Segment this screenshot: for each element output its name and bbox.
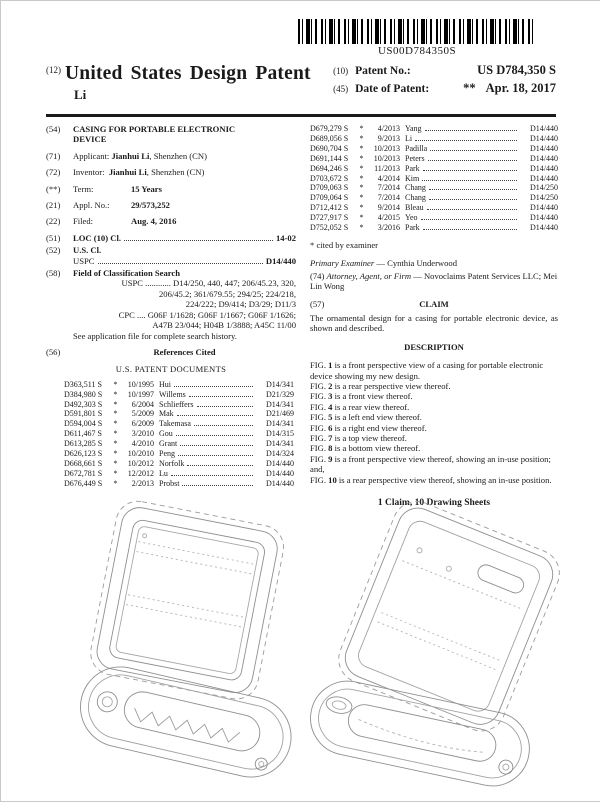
search-history-note: See application file for complete search history. — [73, 330, 237, 341]
ref-classification: D14/440 — [266, 468, 294, 478]
ref-inventor-name: Peng — [159, 449, 175, 459]
attorney-name: Novoclaims Patent Services LLC; Mei Lin Wong — [310, 270, 558, 292]
ref-patent-number: D668,661 S — [64, 458, 103, 468]
fig-text: is a top view thereof. — [334, 433, 407, 444]
uspc-class-line: USPC ............ D14/250, 440, 447; 206/45.23, 320, — [121, 278, 296, 289]
ref-dotted-leader — [425, 130, 517, 131]
reference-row — [310, 154, 558, 164]
primary-examiner-line: Primary Examiner — Cynthia Underwood — [310, 258, 458, 269]
ref-classification: D14/440 — [530, 213, 558, 223]
ref-classification: D14/341 — [266, 439, 294, 449]
field-22-filed — [46, 216, 296, 226]
ref-date: 9/2014 — [377, 203, 400, 213]
field-number: (56) — [46, 346, 61, 357]
ref-examiner-star: * — [359, 223, 364, 233]
ref-inventor-name: Bleau — [405, 203, 424, 213]
ref-classification: D14/341 — [266, 379, 294, 389]
uspc-class-line: 206/45.2; 361/679.55; 294/25; 224/218, — [158, 288, 296, 299]
fig-number: 9 — [328, 453, 333, 464]
ref-examiner-star: * — [113, 439, 118, 449]
ref-classification: D14/440 — [266, 458, 294, 468]
fig-label: FIG. — [310, 360, 326, 371]
dotted-leader — [98, 263, 263, 264]
ref-date: 4/2010 — [131, 439, 154, 449]
filed-value: Aug. 4, 2016 — [131, 216, 177, 227]
ref-classification: D14/250 — [530, 183, 558, 193]
ref-examiner-star: * — [113, 449, 118, 459]
ref-dotted-leader — [171, 475, 253, 476]
ref-inventor-name: Yeo — [405, 213, 418, 223]
field-56-references — [46, 347, 296, 361]
figure-1-front-perspective-drawing — [61, 506, 311, 796]
ref-patent-number: D626,123 S — [64, 449, 103, 459]
ref-date: 11/2013 — [374, 163, 400, 173]
barcode-text: US00D784350S — [377, 45, 457, 57]
figure-description-line — [310, 391, 558, 401]
ref-dotted-leader — [176, 435, 253, 436]
ref-classification: D14/440 — [530, 203, 558, 213]
fig-text: is a bottom view thereof. — [334, 443, 421, 454]
claim-heading: (57) CLAIM — [310, 298, 449, 309]
field-number: (52) — [46, 245, 61, 256]
ref-dotted-leader — [197, 406, 253, 407]
ref-examiner-star: * — [113, 389, 118, 399]
ref-inventor-name: Li — [405, 133, 413, 143]
ref-examiner-star: * — [359, 163, 364, 173]
ref-patent-number: D611,467 S — [64, 429, 102, 439]
ref-examiner-star: * — [359, 173, 364, 183]
ref-inventor-name: Park — [405, 223, 420, 233]
ref-inventor-name: Yang — [405, 124, 422, 133]
ref-inventor-name: Grant — [159, 439, 178, 449]
ref-classification: D14/440 — [530, 223, 558, 233]
description-heading: DESCRIPTION — [404, 341, 464, 352]
ref-patent-number: D613,285 S — [64, 439, 103, 449]
ref-patent-number: D591,801 S — [64, 409, 103, 419]
uspc-class-list — [73, 278, 296, 309]
figure-2-rear-perspective-drawing — [297, 504, 557, 794]
fig-text: is a left end view thereof. — [334, 412, 422, 423]
figure-description-line — [310, 433, 558, 443]
ref-date: 5/2009 — [131, 409, 154, 419]
figure-description-line — [310, 412, 558, 422]
reference-row — [64, 479, 294, 489]
fig-label: FIG. — [310, 391, 326, 402]
references-table-right — [310, 124, 558, 233]
ref-dotted-leader — [427, 209, 517, 210]
ref-examiner-star: * — [113, 429, 118, 439]
right-column — [310, 124, 558, 509]
ref-date: 6/2004 — [131, 399, 154, 409]
bibliographic-columns — [46, 124, 558, 509]
reference-row — [64, 400, 294, 410]
ref-date: 10/2013 — [373, 143, 400, 153]
uspc-label: USPC — [73, 255, 95, 266]
claim-text: The ornamental design for a casing for portable electronic device, as shown and described. — [310, 313, 558, 334]
ref-inventor-name: Park — [405, 163, 420, 173]
ref-patent-number: D672,781 S — [64, 468, 103, 478]
fig-number: 4 — [328, 401, 333, 412]
ref-examiner-star: * — [359, 183, 364, 193]
ref-dotted-leader — [180, 445, 253, 446]
ref-dotted-leader — [423, 170, 517, 171]
fig-text: is a front perspective view thereof, showing an in-use position; and, — [310, 453, 551, 475]
examiner-name: Cynthia Underwood — [387, 258, 458, 269]
ref-date: 7/2014 — [377, 193, 400, 203]
ref-dotted-leader — [182, 485, 253, 486]
ref-examiner-star: * — [359, 213, 364, 223]
field-number: (**) — [46, 183, 61, 194]
ref-examiner-star: * — [359, 133, 364, 143]
ref-classification: D14/440 — [530, 143, 558, 153]
date-of-patent — [463, 81, 556, 96]
ref-patent-number: D709,064 S — [310, 193, 349, 203]
reference-row — [310, 174, 558, 184]
field-number: (58) — [46, 268, 61, 279]
ref-date: 10/1995 — [127, 379, 154, 389]
fig-number: 8 — [328, 443, 333, 454]
reference-row — [310, 213, 558, 223]
kind-code: (12) — [46, 65, 61, 75]
ref-dotted-leader — [428, 160, 517, 161]
patent-no-label: Patent No.: — [355, 65, 411, 77]
ref-date: 7/2014 — [377, 183, 400, 193]
ref-examiner-star: * — [359, 203, 364, 213]
ref-inventor-name: Schlieffers — [159, 399, 194, 409]
reference-row — [310, 144, 558, 154]
figure-description-line — [310, 402, 558, 412]
fig-text: is a right end view thereof. — [334, 422, 427, 433]
field-number: (51) — [46, 232, 61, 243]
ref-patent-number: D712,412 S — [310, 203, 349, 213]
ref-patent-number: D689,056 S — [310, 133, 349, 143]
ref-patent-number: D594,004 S — [64, 419, 103, 429]
reference-row — [64, 449, 294, 459]
dotted-leader — [124, 240, 273, 241]
ref-date: 2/2013 — [131, 478, 154, 488]
reference-row — [64, 380, 294, 390]
ref-classification: D14/341 — [266, 419, 294, 429]
ref-classification: D14/440 — [530, 124, 558, 133]
ref-date: 6/2009 — [131, 419, 154, 429]
ref-inventor-name: Takemasa — [159, 419, 191, 429]
field-52-us-cl — [46, 245, 296, 266]
figure-description-line — [310, 381, 558, 391]
reference-row — [64, 459, 294, 469]
applicant-line: Applicant: Jianhui Li, Shenzhen (CN) — [73, 150, 207, 161]
ref-inventor-name: Lu — [159, 468, 168, 478]
field-code-10: (10) — [333, 66, 349, 76]
fig-number: 2 — [328, 381, 333, 392]
ref-date: 4/2013 — [377, 124, 400, 133]
ref-dotted-leader — [177, 415, 253, 416]
ref-patent-number: D679,279 S — [310, 124, 349, 133]
patent-number: US D784,350 S — [477, 63, 556, 77]
field-code-45: (45) — [333, 84, 349, 94]
ref-date: 3/2010 — [131, 429, 154, 439]
fig-number: 1 — [328, 360, 333, 371]
ref-classification: D14/315 — [266, 429, 294, 439]
fig-number: 10 — [328, 474, 337, 485]
ref-dotted-leader — [421, 219, 517, 220]
ref-inventor-name: Chang — [405, 183, 426, 193]
cited-by-examiner-note: * cited by examiner — [310, 239, 379, 250]
term-value: 15 Years — [131, 183, 162, 194]
field-number: (22) — [46, 216, 61, 227]
reference-row — [64, 439, 294, 449]
ref-patent-number: D384,980 S — [64, 389, 103, 399]
field-58-search — [46, 268, 296, 341]
field-term — [46, 184, 296, 194]
fig-number: 7 — [328, 433, 333, 444]
fig-text: is a rear perspective view thereof, showing an in-use position. — [338, 474, 552, 485]
document-title: United States Design Patent — [65, 63, 311, 84]
ref-date: 3/2016 — [377, 223, 400, 233]
figure-description-line — [310, 423, 558, 433]
ref-date: 10/2013 — [373, 153, 400, 163]
field-number: (72) — [46, 167, 61, 178]
ref-date: 4/2015 — [377, 213, 400, 223]
ref-date: 12/2012 — [127, 468, 154, 478]
ref-inventor-name: Peters — [405, 153, 425, 163]
loc-value: 14-02 — [275, 232, 296, 243]
ref-examiner-star: * — [113, 399, 118, 409]
fig-text: is a front perspective view of a casing for portable electronic device showing my new design. — [310, 360, 544, 381]
patent-date: Apr. 18, 2017 — [485, 81, 556, 95]
uspc-class-line: 224/222; D9/414; D3/29; D11/3 — [185, 299, 296, 310]
field-71-applicant — [46, 151, 296, 161]
ref-patent-number: D694,246 S — [310, 163, 349, 173]
fig-label: FIG. — [310, 412, 326, 423]
figure-description-line — [310, 360, 558, 381]
barcode-image — [298, 19, 536, 44]
references-table-left — [46, 380, 296, 489]
fig-number: 3 — [328, 391, 333, 402]
term-label: Term: — [73, 183, 94, 194]
header-divider — [46, 114, 556, 117]
ref-dotted-leader — [189, 396, 253, 397]
cpc-class-list — [73, 310, 296, 331]
appl-no-label: Appl. No.: — [73, 200, 110, 211]
ref-examiner-star: * — [359, 124, 364, 133]
attorney-line: (74) Attorney, Agent, or Firm — Novoclaims Patent Services LLC; Mei Lin Wong — [310, 270, 558, 292]
ref-dotted-leader — [194, 425, 253, 426]
fig-label: FIG. — [310, 401, 326, 412]
ref-inventor-name: Norfolk — [159, 458, 185, 468]
ref-patent-number: D690,704 S — [310, 143, 349, 153]
ref-patent-number: D703,672 S — [310, 173, 349, 183]
left-column — [46, 124, 296, 509]
field-number: (54) — [46, 124, 61, 134]
field-number: (57) — [310, 298, 325, 309]
ref-patent-number: D752,052 S — [310, 223, 349, 233]
reference-row — [310, 203, 558, 213]
fig-text: is a rear perspective view thereof. — [334, 381, 451, 392]
ref-patent-number: D363,511 S — [64, 379, 102, 389]
figure-description-line — [310, 443, 558, 453]
ref-date: 10/1997 — [127, 389, 154, 399]
ref-inventor-name: Kim — [405, 173, 420, 183]
appl-no-value: 29/573,252 — [131, 200, 170, 211]
inventor-surname: Li — [74, 87, 87, 102]
ref-examiner-star: * — [359, 153, 364, 163]
ref-dotted-leader — [174, 386, 253, 387]
ref-classification: D14/324 — [266, 449, 294, 459]
inventor-line: Inventor: Jianhui Li, Shenzhen (CN) — [73, 167, 205, 178]
fig-label: FIG. — [310, 453, 326, 464]
ref-inventor-name: Mak — [159, 409, 174, 419]
field-51-loc — [46, 233, 296, 243]
ref-dotted-leader — [423, 229, 517, 230]
fig-label: FIG. — [310, 443, 326, 454]
ref-dotted-leader — [429, 189, 517, 190]
uspc-value: D14/440 — [265, 255, 296, 266]
reference-row — [310, 124, 558, 134]
field-of-search-label: Field of Classification Search — [73, 268, 181, 279]
fig-number: 6 — [328, 422, 333, 433]
ref-classification: D14/341 — [266, 399, 294, 409]
ref-examiner-star: * — [359, 143, 364, 153]
ref-examiner-star: * — [113, 458, 118, 468]
field-number: (71) — [46, 150, 61, 161]
fig-number: 5 — [328, 412, 333, 423]
filed-label: Filed: — [73, 216, 94, 227]
ref-classification: D14/440 — [530, 133, 558, 143]
ref-classification: D14/440 — [530, 153, 558, 163]
cpc-class-line: A47B 23/044; H04B 1/3888; A45C 11/00 — [152, 320, 296, 331]
ref-classification: D21/329 — [266, 389, 294, 399]
field-21-appl-no — [46, 200, 296, 210]
ref-patent-number: D727,917 S — [310, 213, 349, 223]
reference-row — [310, 164, 558, 174]
us-patent-documents-heading: U.S. PATENT DOCUMENTS — [115, 364, 227, 375]
ref-dotted-leader — [415, 140, 517, 141]
ref-examiner-star: * — [359, 193, 364, 203]
ref-examiner-star: * — [113, 379, 118, 389]
ref-inventor-name: Padilla — [405, 143, 428, 153]
ref-dotted-leader — [187, 465, 253, 466]
field-72-inventor — [46, 167, 296, 177]
fig-label: FIG. — [310, 474, 326, 485]
date-of-patent-label: Date of Patent: — [355, 83, 430, 95]
loc-label: LOC (10) Cl. — [73, 232, 121, 243]
ref-date: 9/2013 — [377, 133, 400, 143]
ref-classification: D14/250 — [530, 193, 558, 203]
reference-row — [310, 223, 558, 233]
ref-date: 10/2012 — [127, 458, 154, 468]
ref-classification: D14/440 — [530, 163, 558, 173]
ref-inventor-name: Probst — [159, 478, 180, 488]
figure-description-line — [310, 454, 558, 475]
fig-label: FIG. — [310, 422, 326, 433]
cpc-class-line: CPC .... G06F 1/1628; G06F 1/1667; G06F 1/1626; — [118, 309, 296, 320]
ref-dotted-leader — [178, 455, 253, 456]
reference-row — [64, 409, 294, 419]
fig-label: FIG. — [310, 381, 326, 392]
invention-title: CASING FOR PORTABLE ELECTRONIC DEVICE — [73, 124, 236, 145]
page-header — [46, 63, 556, 103]
ref-examiner-star: * — [113, 478, 118, 488]
ref-patent-number: D691,144 S — [310, 153, 349, 163]
ref-classification: D21/469 — [266, 409, 294, 419]
figure-description-line — [310, 475, 558, 485]
references-cited-heading: References Cited — [153, 346, 216, 357]
fig-text: is a rear view thereof. — [334, 401, 410, 412]
ref-classification: D14/440 — [266, 478, 294, 488]
ref-inventor-name: Willems — [159, 389, 186, 399]
ref-date: 4/2014 — [377, 173, 400, 183]
ref-inventor-name: Chang — [405, 193, 426, 203]
field-54-title — [46, 124, 296, 145]
ref-dotted-leader — [430, 150, 517, 151]
fig-label: FIG. — [310, 433, 326, 444]
ref-examiner-star: * — [113, 409, 118, 419]
reference-row — [310, 193, 558, 203]
ref-patent-number: D709,063 S — [310, 183, 349, 193]
ref-dotted-leader — [429, 199, 517, 200]
ref-inventor-name: Gou — [159, 429, 173, 439]
ref-date: 10/2010 — [127, 449, 154, 459]
ref-inventor-name: Hui — [159, 379, 171, 389]
us-cl-label: U.S. Cl. — [73, 245, 102, 256]
reference-row — [310, 183, 558, 193]
ref-patent-number: D492,303 S — [64, 399, 103, 409]
figure-descriptions — [310, 360, 558, 485]
reference-row — [310, 134, 558, 144]
claims-sheets-note: 1 Claim, 10 Drawing Sheets — [377, 498, 491, 509]
ref-examiner-star: * — [113, 419, 118, 429]
ref-examiner-star: * — [113, 468, 118, 478]
reference-row — [64, 429, 294, 439]
fig-text: is a front view thereof. — [334, 391, 413, 402]
reference-row — [64, 390, 294, 400]
ref-patent-number: D676,449 S — [64, 478, 103, 488]
ref-classification: D14/440 — [530, 173, 558, 183]
field-number: (21) — [46, 200, 61, 211]
ref-dotted-leader — [422, 180, 517, 181]
reference-row — [64, 419, 294, 429]
term-stars: ** — [463, 81, 476, 95]
reference-row — [64, 469, 294, 479]
